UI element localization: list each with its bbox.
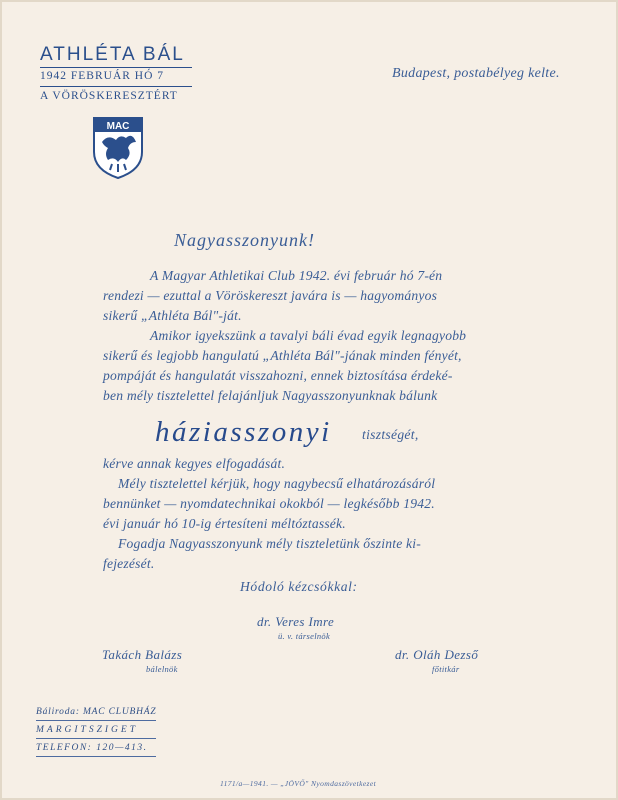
signatory-name: dr. Veres Imre — [257, 614, 335, 629]
salutation: Nagyasszonyunk! — [174, 230, 315, 250]
body-line: sikerű „Athléta Bál"-ját. — [103, 308, 242, 323]
body-line: A Magyar Athletikai Club 1942. évi február hó 7-én — [150, 268, 443, 283]
body-line: Fogadja Nagyasszonyunk mély tiszteletünk őszinte ki- — [118, 536, 421, 551]
signatory-name: Takách Balázs — [102, 647, 183, 662]
body-line: Amikor igyekszünk a tavalyi báli évad egyik legnagyobb — [150, 328, 467, 343]
letterhead-rule-middle — [40, 86, 192, 87]
letterhead-title: ATHLÉTA BÁL — [40, 44, 185, 65]
signatory-name: dr. Oláh Dezső — [395, 647, 479, 662]
office-line: TELEFON: 120—413. — [36, 742, 156, 757]
printer-footer: 1171/a—1941. — „JÖVŐ" Nyomdaszövetkezet — [220, 779, 377, 788]
signatory-role: bálelnök — [146, 664, 178, 674]
place-date-line: Budapest, postabélyeg kelte. — [392, 66, 560, 81]
mac-crest-icon — [92, 112, 144, 180]
body-line: fejezését. — [103, 556, 155, 571]
body-line: bennünket — nyomdatechnikai okokból — legkésőbb 1942. — [103, 496, 435, 511]
body-line: kérve annak kegyes elfogadását. — [103, 456, 286, 471]
body-line: ben mély tisztelettel felajánljuk Nagyasszonyunknak bálunk — [103, 388, 438, 403]
letterhead — [40, 44, 200, 66]
office-info — [36, 706, 156, 760]
signatory-role: főtitkár — [432, 664, 460, 674]
letterhead-date: 1942 FEBRUÁR HÓ 7 — [40, 70, 165, 82]
body-line: évi január hó 10-ig értesíteni méltóztassék. — [103, 516, 346, 531]
letterhead-cause: A VÖRÖSKERESZTÉRT — [40, 90, 178, 102]
office-line: MARGITSZIGET — [36, 724, 156, 739]
signatory-role: ü. v. társelnök — [278, 631, 331, 641]
body-line: sikerű és legjobb hangulatú „Athléta Bál"-jának minden fényét, — [103, 348, 462, 363]
office-line: Báliroda: MAC CLUBHÁZ — [36, 706, 156, 721]
letterhead-rule-top — [40, 67, 192, 68]
body-line: rendezi — ezuttal a Vöröskereszt javára is — hagyományos — [103, 288, 438, 303]
emphasis-word: háziasszonyi — [155, 416, 332, 448]
body-line: Mély tisztelettel kérjük, hogy nagybecsű elhatározásáról — [118, 476, 436, 491]
body-line: pompáját és hangulatát visszahozni, ennek biztosítása érdeké- — [103, 368, 453, 383]
emphasis-tail: tisztségét, — [362, 427, 419, 442]
closing-line: Hódoló kézcsókkal: — [240, 579, 358, 594]
crest-text: MAC — [106, 121, 130, 132]
